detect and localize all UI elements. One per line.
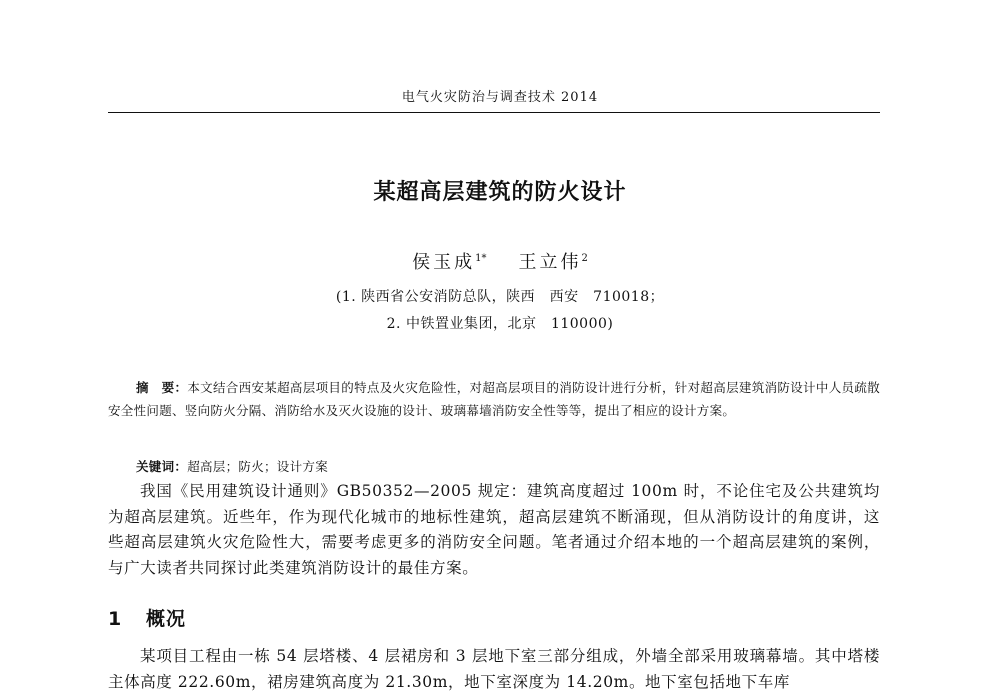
author-affiliation-mark: 2 [581, 253, 588, 264]
affiliation-line: (1. 陕西省公安消防总队，陕西 西安 710018； [335, 289, 665, 305]
abstract-text: 本文结合西安某超高层项目的特点及火灾危险性，对超高层项目的消防设计进行分析，针对超高层建筑消防设计中人员疏散安全性问题、竖向防火分隔、消防给水及灭火设施的设计、玻璃幕墙消防安全性等等，提出了相应的设计方案。 [108, 380, 880, 418]
author-name: 王立伟 [518, 252, 582, 273]
abstract-label: 摘 要： [136, 380, 188, 395]
section-paragraph: 某项目工程由一栋 54 层塔楼、4 层裙房和 3 层地下室三部分组成，外墙全部采用玻璃幕墙。其中塔楼主体高度 222.60m，裙房建筑高度为 21.30m，地下室深度为 14.20m。地下室包括地下车库 [108, 647, 880, 691]
section-number: 1 [108, 608, 123, 630]
author-name: 侯玉成 [412, 252, 476, 273]
header-rule [108, 112, 880, 113]
running-head: 电气火灾防治与调查技术 2014 [401, 90, 599, 105]
article-title: 某超高层建筑的防火设计 [373, 180, 627, 205]
author-list [0, 248, 1000, 274]
abstract [108, 376, 880, 422]
keywords-text: 超高层；防火；设计方案 [187, 459, 329, 474]
affiliation-line: 2. 中铁置业集团，北京 110000) [386, 316, 614, 332]
keywords-label: 关键词： [136, 459, 188, 474]
intro-paragraph: 我国《民用建筑设计通则》GB50352—2005 规定：建筑高度超过 100m 时，不论住宅及公共建筑均为超高层建筑。近些年，作为现代化城市的地标性建筑，超高层建筑不断涌现，但从消防设计的角度讲，这些超高层建筑火灾危险性大，需要考虑更多的消防安全问题。笔者通过介绍本地的一个超高层建筑的案例，与广大读者共同探讨此类建筑消防设计的最佳方案。 [108, 482, 880, 577]
section-title: 概况 [146, 608, 187, 630]
keywords [136, 457, 328, 475]
author-affiliation-mark: 1* [475, 253, 487, 264]
section-heading [108, 604, 186, 631]
